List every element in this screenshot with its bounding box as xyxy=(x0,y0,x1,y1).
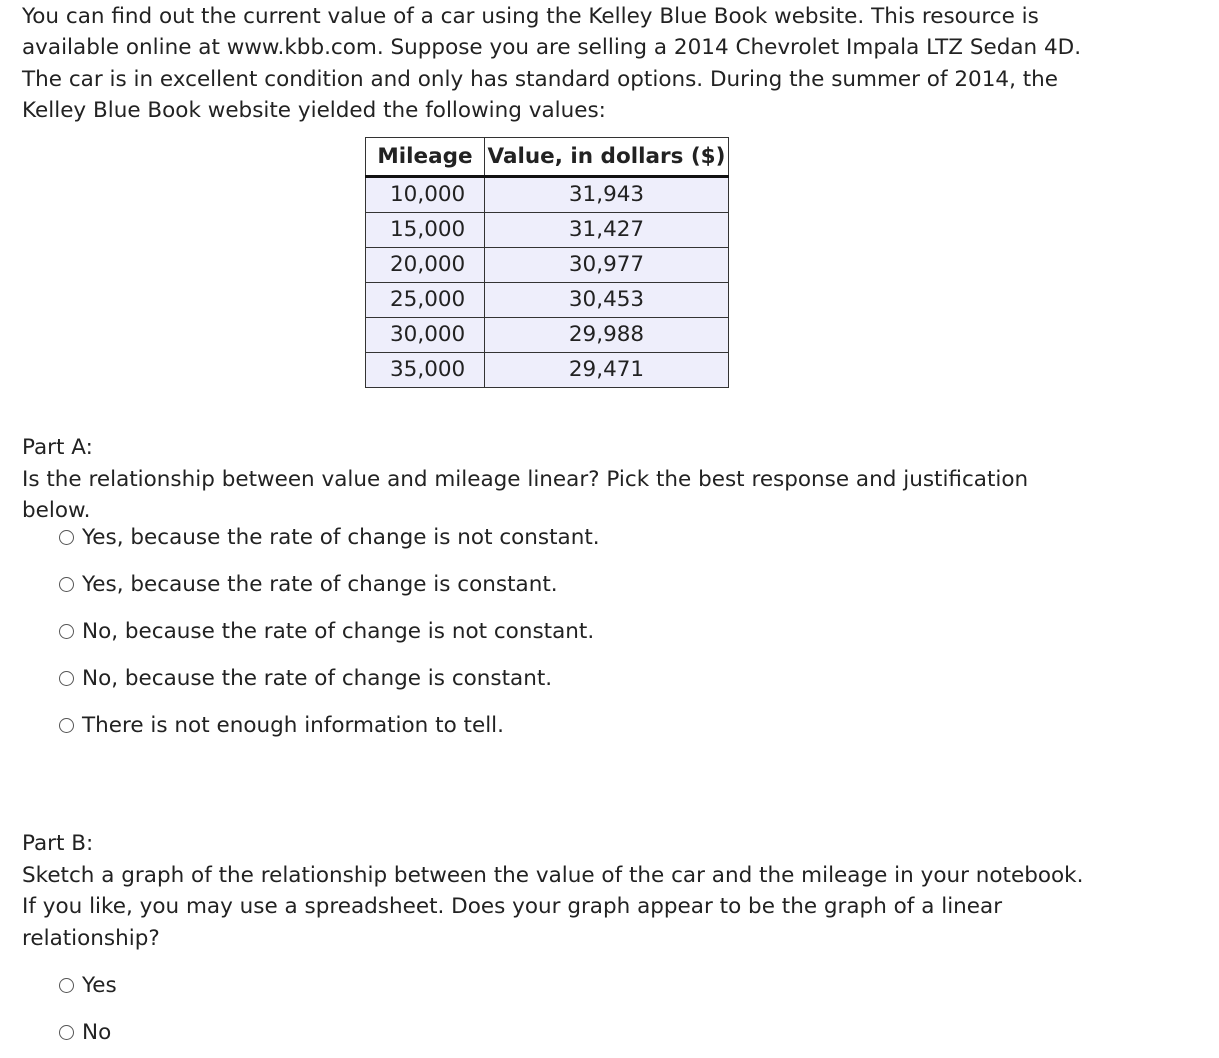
radio-button[interactable] xyxy=(59,1025,74,1040)
table-row xyxy=(366,213,729,248)
part-b-question: Sketch a graph of the relationship between the value of the car and the mileage in your notebook. If you like, you may use a spreadsheet. Does your graph appear to be the graph of a linear relationship? xyxy=(22,863,1084,951)
part-b-option[interactable] xyxy=(59,962,117,1009)
table-row xyxy=(366,353,729,388)
radio-button[interactable] xyxy=(59,624,74,639)
table-row xyxy=(366,248,729,283)
mileage-value-table xyxy=(365,137,729,388)
radio-button[interactable] xyxy=(59,577,74,592)
radio-button[interactable] xyxy=(59,978,74,993)
part-a-option[interactable] xyxy=(59,655,600,702)
cell-value: 29,471 xyxy=(485,353,729,388)
header-mileage: Mileage xyxy=(366,138,485,177)
cell-mileage: 10,000 xyxy=(366,177,485,213)
option-label[interactable]: Yes, because the rate of change is not constant. xyxy=(82,525,600,550)
cell-mileage: 25,000 xyxy=(366,283,485,318)
option-label[interactable]: Yes, because the rate of change is constant. xyxy=(82,572,558,597)
header-value: Value, in dollars ($) xyxy=(485,138,729,177)
cell-value: 30,977 xyxy=(485,248,729,283)
cell-value: 29,988 xyxy=(485,318,729,353)
option-label[interactable]: Yes xyxy=(82,973,117,998)
option-label[interactable]: No, because the rate of change is not constant. xyxy=(82,619,595,644)
part-a-option[interactable] xyxy=(59,514,600,561)
cell-mileage: 30,000 xyxy=(366,318,485,353)
radio-button[interactable] xyxy=(59,530,74,545)
cell-value: 31,943 xyxy=(485,177,729,213)
part-b-label: Part B: xyxy=(22,831,94,856)
radio-button[interactable] xyxy=(59,718,74,733)
option-label[interactable]: No, because the rate of change is constant. xyxy=(82,666,553,691)
cell-mileage: 15,000 xyxy=(366,213,485,248)
cell-value: 30,453 xyxy=(485,283,729,318)
option-label[interactable]: No xyxy=(82,1020,112,1045)
cell-mileage: 20,000 xyxy=(366,248,485,283)
intro-text: You can find out the current value of a car using the Kelley Blue Book website. This resource is available online at www.kbb.com. Suppose you are selling a 2014 Chevrolet Impala LTZ Sedan 4D. The car is in excellent condition and only has standard options. During the summer of 2014, the Kelley Blue Book website yielded the following values: xyxy=(22,4,1082,123)
table-header-row xyxy=(366,138,729,177)
option-label[interactable]: There is not enough information to tell. xyxy=(82,713,504,738)
table-row xyxy=(366,318,729,353)
radio-button[interactable] xyxy=(59,671,74,686)
part-b-option[interactable] xyxy=(59,1009,117,1056)
part-a-option[interactable] xyxy=(59,608,600,655)
part-b-options xyxy=(59,962,117,1056)
cell-value: 31,427 xyxy=(485,213,729,248)
part-a-options xyxy=(59,514,600,749)
part-a-option[interactable] xyxy=(59,561,600,608)
part-a-question: Is the relationship between value and mileage linear? Pick the best response and justification below. xyxy=(22,467,1029,524)
part-a-option[interactable] xyxy=(59,702,600,749)
cell-mileage: 35,000 xyxy=(366,353,485,388)
table-row xyxy=(366,283,729,318)
part-a-label: Part A: xyxy=(22,435,93,460)
table-row xyxy=(366,177,729,213)
